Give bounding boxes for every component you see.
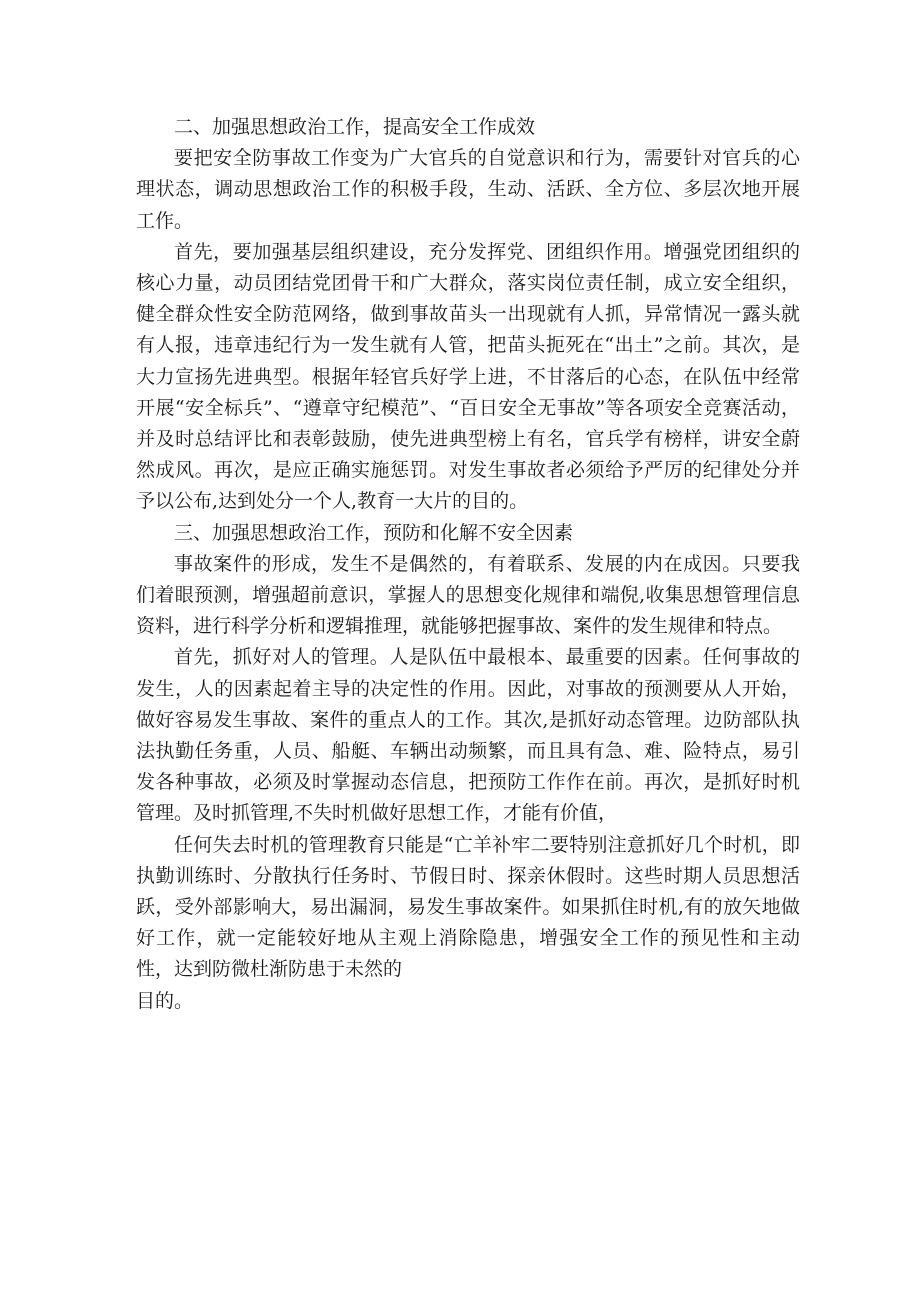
section-heading-3: 三、加强思想政治工作，预防和化解不安全因素	[174, 521, 574, 544]
paragraph: 首先，要加强基层组织建设，充分发挥党、团组织作用。增强党团组织的核心力量，动员团结党团骨干和广大群众，落实岗位责任制，成立安全组织，健全群众性安全防范网络，做到事故苗头一出现就有人抓，异常情况一露头就有人报，违章违纪行为一发生就有人管，把苗头扼死在“出土”之前。其次，是大力宣扬先进典型。根据年轻官兵好学上进，不甘落后的心态，在队伍中经常开展“安全标兵”、“遵章守纪模范”、“百日安全无事故”等各项安全竞赛活动，并及时总结评比和表彰鼓励，使先进典型榜上有名，官兵学有榜样，讲安全蔚然成风。再次，是应正确实施惩罚。对发生事故者必须给予严厉的纪律处分并予以公布,达到处分一个人,教育一大片的目的。	[136, 240, 800, 513]
document-body	[136, 112, 800, 1017]
paragraph: 任何失去时机的管理教育只能是“亡羊补牢二要特别注意抓好几个时机，即执勤训练时、分散执行任务时、节假日时、探亲休假时。这些时期人员思想活跃，受外部影响大，易出漏洞，易发生事故案件。如果抓住时机,有的放矢地做好工作，就一定能较好地从主观上消除隐患，增强安全工作的预见性和主动性，达到防微杜渐防患于未然的	[136, 833, 800, 981]
section-heading-2: 二、加强思想政治工作，提高安全工作成效	[174, 116, 536, 138]
paragraph: 首先，抓好对人的管理。人是队伍中最根本、最重要的因素。任何事故的发生，人的因素起着主导的决定性的作用。因此，对事故的预测要从人开始，做好容易发生事故、案件的重点人的工作。其次,是抓好动态管理。边防部队执法执勤任务重，人员、船艇、车辆出动频繁，而且具有急、难、险特点，易引发各种事故，必须及时掌握动态信息，把预防工作作在前。再次，是抓好时机管理。及时抓管理,不失时机做好思想工作，才能有价值，	[136, 646, 800, 825]
paragraph: 要把安全防事故工作变为广大官兵的自觉意识和行为，需要针对官兵的心理状态，调动思想政治工作的积极手段，生动、活跃、全方位、多层次地开展工作。	[136, 147, 800, 232]
paragraph: 事故案件的形成，发生不是偶然的，有着联系、发展的内在成因。只要我们着眼预测，增强超前意识，掌握人的思想变化规律和端倪,收集思想管理信息资料，进行科学分析和逻辑推理，就能够把握事故、案件的发生规律和特点。	[136, 552, 800, 638]
paragraph-tail: 目的。	[136, 989, 194, 1012]
